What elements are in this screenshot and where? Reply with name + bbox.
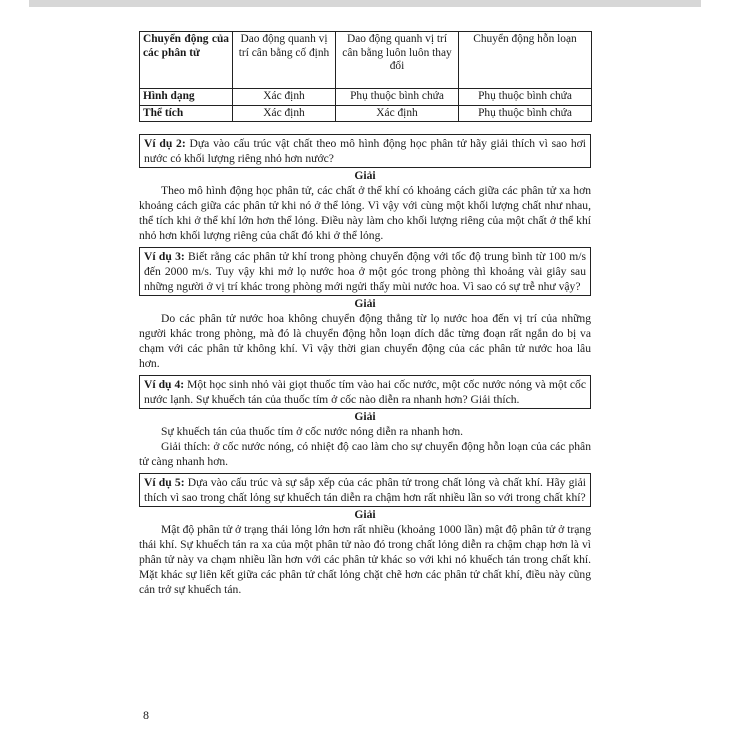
example-label: Ví dụ 3: bbox=[144, 250, 185, 263]
answer-title: Giải bbox=[354, 410, 376, 423]
table-cell: Thể tích bbox=[140, 105, 233, 122]
top-toolbar-strip bbox=[29, 0, 701, 7]
example-question: Biết rằng các phân tử khí trong phòng chuyển động với tốc độ trung bình từ 100 m/s đến 2000 m/s. Tuy vậy khi mở lọ nước hoa ở một góc trong phòng thì khoảng vài giây sau những người ở vị trí khác trong phòng mới ngửi thấy mùi nước hoa. Vì sao có sự trễ như vậy? bbox=[144, 250, 586, 293]
example-question-box bbox=[139, 375, 591, 409]
answer-paragraph: Giải thích: ở cốc nước nóng, có nhiệt độ cao làm cho sự chuyển động hỗn loạn của các phân tử càng nhanh hơn. bbox=[139, 440, 591, 468]
example-question: Dựa vào cấu trúc và sự sắp xếp của các phân tử trong chất lỏng và chất khí. Hãy giải thích vì sao trong chất lỏng sự khuếch tán diễn ra chậm hơn rất nhiều lần so với trong chất khí? bbox=[144, 476, 586, 504]
table-cell: Hình dạng bbox=[140, 89, 233, 106]
example-question: Dựa vào cấu trúc vật chất theo mô hình động học phân tử hãy giải thích vì sao hơi nước có khối lượng riêng nhỏ hơn nước? bbox=[144, 137, 586, 165]
answer-paragraph: Mật độ phân tử ở trạng thái lỏng lớn hơn rất nhiều (khoảng 1000 lần) mật độ phân tử ở trạng thái khí. Sự khuếch tán ra xa của một phân tử nào đó trong chất lỏng diễn ra chậm chạp hơn là vì phân tử này va chạm nhiều lần hơn với các phân tử khác so với khi nó khuếch tán trong chất khí. Mặt khác sự liên kết giữa các phân tử chất lỏng chặt chẽ hơn các phân tử chất khí, điều này cũng cản trở sự khuếch tán. bbox=[139, 523, 591, 596]
answer-title: Giải bbox=[354, 297, 376, 310]
table-cell: Xác định bbox=[233, 89, 336, 106]
example-question: Một học sinh nhỏ vài giọt thuốc tím vào hai cốc nước, một cốc nước nóng và một cốc nước lạnh. Sự khuếch tán của thuốc tím ở cốc nào diễn ra nhanh hơn? Giải thích. bbox=[144, 378, 586, 406]
answer-paragraph: Sự khuếch tán của thuốc tím ở cốc nước nóng diễn ra nhanh hơn. bbox=[161, 425, 464, 438]
answer-title: Giải bbox=[354, 508, 376, 521]
table-cell: Xác định bbox=[336, 105, 459, 122]
page-number: 8 bbox=[143, 708, 149, 722]
answer-title: Giải bbox=[354, 169, 376, 182]
table-cell: Xác định bbox=[233, 105, 336, 122]
document-page bbox=[139, 31, 591, 597]
example-question-box bbox=[139, 473, 591, 507]
example-label: Ví dụ 2: bbox=[144, 137, 186, 150]
table-row bbox=[140, 89, 592, 106]
table-cell: Phụ thuộc bình chứa bbox=[459, 89, 592, 106]
table-header-cell: Dao động quanh vị trí cân bằng luôn luôn thay đổi bbox=[336, 32, 459, 89]
table-header-row bbox=[140, 32, 592, 89]
example-label: Ví dụ 5: bbox=[144, 476, 185, 489]
table-header-cell: Dao động quanh vị trí cân bằng cố định bbox=[233, 32, 336, 89]
table-header-cell: Chuyển động hỗn loạn bbox=[459, 32, 592, 89]
example-question-box bbox=[139, 247, 591, 296]
example-question-box bbox=[139, 134, 591, 168]
comparison-table bbox=[139, 31, 592, 122]
table-header-cell: Chuyển động của các phân tử bbox=[140, 32, 233, 89]
table-cell: Phụ thuộc bình chứa bbox=[459, 105, 592, 122]
table-cell: Phụ thuộc bình chứa bbox=[336, 89, 459, 106]
answer-paragraph: Do các phân tử nước hoa không chuyển động thẳng từ lọ nước hoa đến vị trí của những người khác trong phòng, mà đó là chuyển động hỗn loạn dích dắc từng đoạn rất ngắn do bị va chạm với các phân tử không khí. Vì vậy thời gian chuyển động của các phân tử nước hoa lâu hơn. bbox=[139, 312, 591, 370]
answer-paragraph: Theo mô hình động học phân tử, các chất ở thể khí có khoảng cách giữa các phân tử xa hơn khoảng cách giữa các phân tử khi nó ở thể lỏng. Vì vậy với cùng một khối lượng chất như nhau, thể tích khi ở thể khí lớn hơn thể lỏng. Điều này làm cho khối lượng riêng của một chất ở thể khí nhỏ hơn khối lượng riêng của chất đó khi ở thể lỏng. bbox=[139, 184, 591, 242]
example-label: Ví dụ 4: bbox=[144, 378, 185, 391]
table-row bbox=[140, 105, 592, 122]
